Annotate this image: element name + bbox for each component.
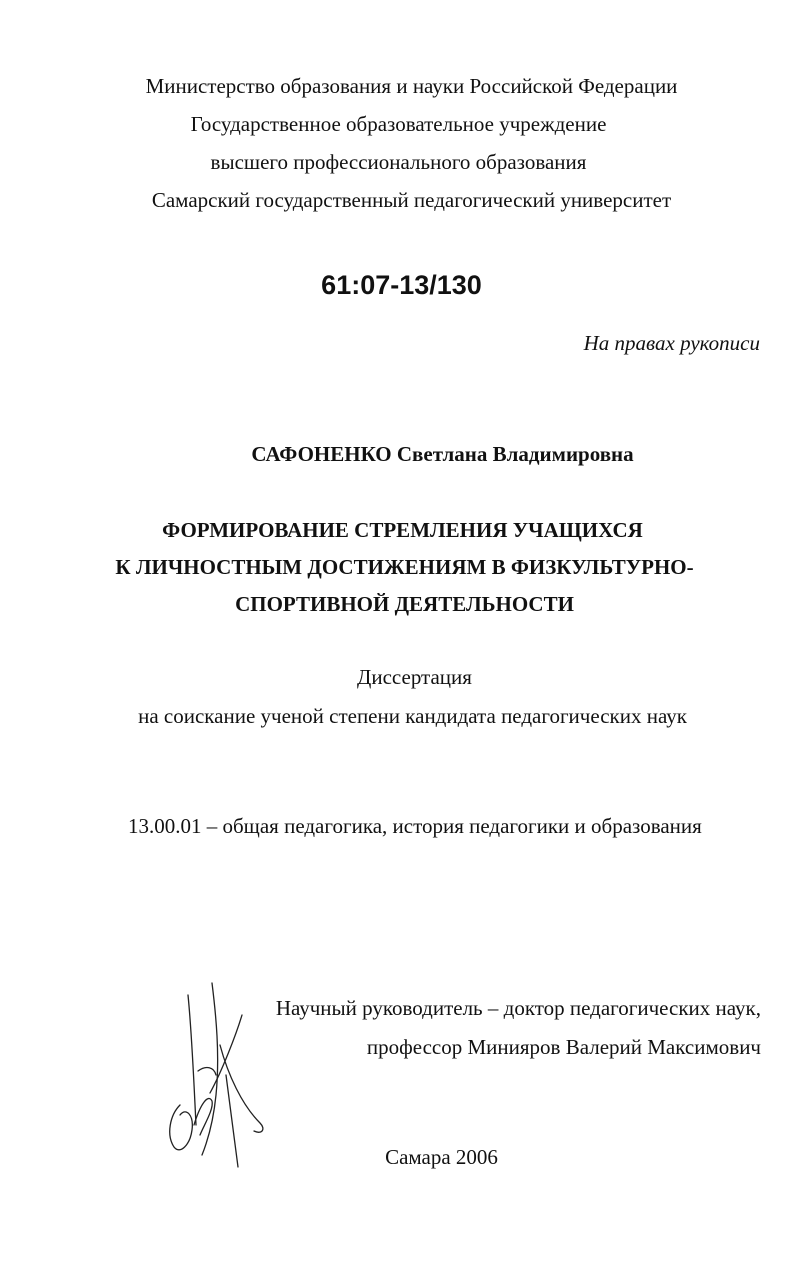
signature-icon: [150, 975, 280, 1170]
title-line-1: ФОРМИРОВАНИЕ СТРЕМЛЕНИЯ УЧАЩИХСЯ: [162, 518, 643, 542]
degree-line: на соискание ученой степени кандидата педагогических наук: [138, 704, 687, 728]
catalog-code: 61:07-13/130: [321, 270, 482, 300]
ministry-line: Министерство образования и науки Российской Федерации: [145, 74, 678, 98]
speciality-code: 13.00.01 – общая педагогика, история педагогики и образования: [128, 814, 702, 838]
city-year: Самара 2006: [385, 1145, 498, 1169]
title-line-2: К ЛИЧНОСТНЫМ ДОСТИЖЕНИЯМ В ФИЗКУЛЬТУРНО-: [115, 555, 694, 579]
education-level-line: высшего профессионального образования: [210, 150, 587, 174]
author-name: САФОНЕНКО Светлана Владимировна: [251, 442, 634, 466]
title-line-3: СПОРТИВНОЙ ДЕЯТЕЛЬНОСТИ: [235, 592, 574, 616]
institution-type-line: Государственное образовательное учреждение: [190, 112, 607, 136]
supervisor-line-1: Научный руководитель – доктор педагогических наук,: [275, 996, 761, 1020]
rights-note: На правах рукописи: [583, 331, 760, 355]
work-type-label: Диссертация: [357, 665, 472, 689]
university-name-line: Самарский государственный педагогический университет: [151, 188, 672, 212]
supervisor-line-2: профессор Минияров Валерий Максимович: [366, 1035, 761, 1059]
